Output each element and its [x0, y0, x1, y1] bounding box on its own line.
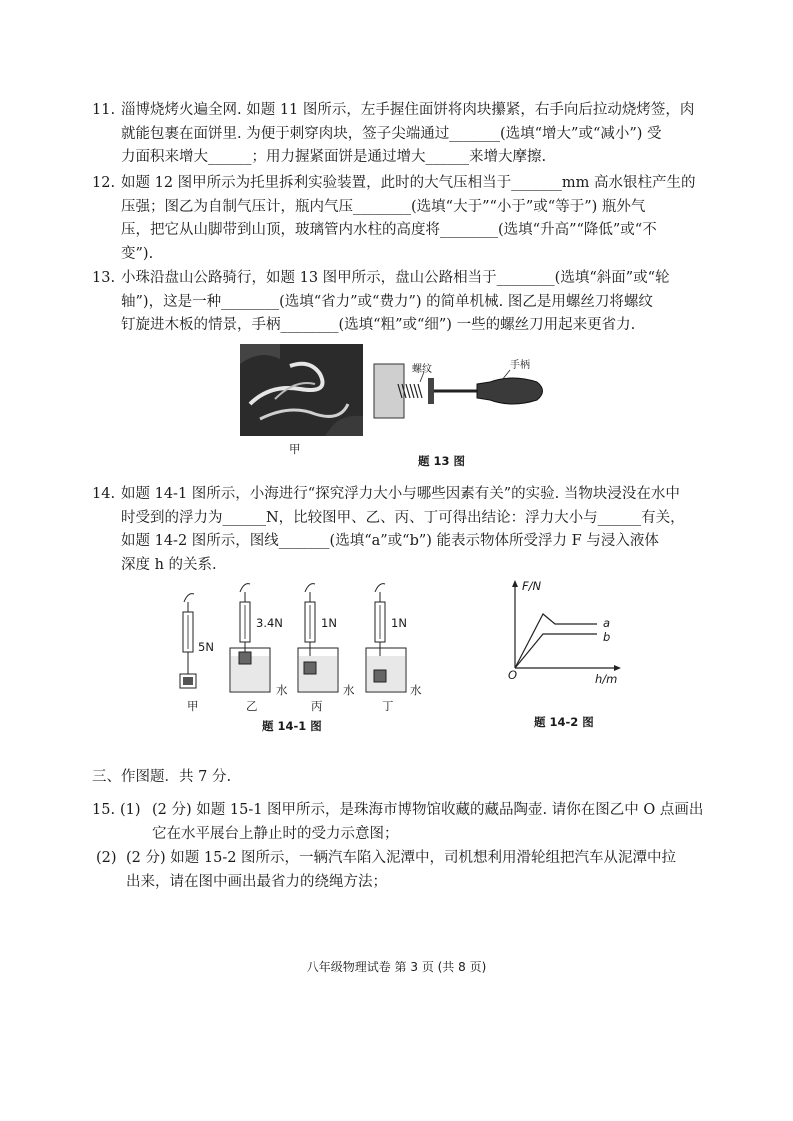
- figure-caption: 题 14-1 图: [262, 719, 322, 733]
- question-11: [92, 99, 704, 170]
- question-number: 15.: [92, 802, 116, 818]
- question-text-line: 如题 14-2 图所示，图线_______(选填“a”或“b”) 能表示物体所受浮力 F 与浸入液体: [121, 533, 659, 549]
- question-text-line: 时受到的浮力为______N，比较图甲、乙、丙、丁可得出结论：浮力大小与______有关，: [121, 509, 685, 526]
- balance-ding: [366, 584, 406, 692]
- question-text-line: 出来，请在图中画出最省力的绕绳方法；: [126, 873, 387, 890]
- reading-yi: 3.4N: [256, 616, 283, 630]
- question-12: [92, 172, 704, 266]
- question-text-line: 淄博烧烤火遍全网. 如题 11 图所示，左手握住面饼将肉块攥紧，右手向后拉动烧烤签，肉: [121, 102, 695, 118]
- question-text-line: 深度 h 的关系.: [121, 556, 217, 573]
- question-15: [92, 799, 704, 846]
- question-text-line: 就能包裹在面饼里. 为便于刺穿肉块，签子尖端通过_______(选填“增大”或“减小”) 受: [121, 125, 662, 142]
- question-text-line: 它在水平展台上静止时的受力示意图；: [152, 825, 399, 842]
- question-text-line: 压强；图乙为自制气压计，瓶内气压________(选填“大于”“小于”或“等于”) 瓶外气: [121, 198, 646, 215]
- question-text-line: (2 分) 如题 15-1 图甲所示，是珠海市博物馆收藏的藏品陶壶. 请你在图乙中 O 点画出: [152, 802, 704, 818]
- question-number: 12.: [92, 175, 116, 191]
- balance-yi: [230, 584, 270, 692]
- question-text-line: 力面积来增大______；用力握紧面饼是通过增大______来增大摩擦.: [121, 149, 547, 165]
- water-label-bing: 水: [343, 683, 355, 697]
- sub-label-jia: 甲: [187, 699, 199, 713]
- sub-label-yi: 乙: [246, 699, 258, 713]
- question-text-line: 钉旋进木板的情景，手柄________(选填“粗”或“细”) 一些的螺丝刀用起来更省力.: [121, 317, 636, 333]
- screwdriver-handle: [477, 378, 543, 404]
- question-13: [92, 267, 704, 338]
- line-a-label: a: [603, 616, 611, 630]
- question-number: 11.: [92, 102, 116, 118]
- label-shoubing: 手柄: [510, 360, 530, 371]
- mountain-road-photo: [240, 344, 363, 436]
- water-label-yi: 水: [276, 683, 288, 697]
- figure-caption: 题 13 图: [418, 454, 466, 468]
- section-heading: 三、作图题．共 7 分.: [92, 769, 232, 785]
- label-luowen: 螺纹: [412, 364, 432, 375]
- part-number: (1): [120, 802, 141, 818]
- screw-head: [428, 378, 434, 404]
- line-a: [515, 614, 597, 668]
- question-text-line: (2 分) 如题 15-2 图所示，一辆汽车陷入泥潭中，司机想利用滑轮组把汽车从泥潭中拉: [126, 850, 677, 866]
- question-text-line: 变”).: [121, 245, 154, 262]
- mountain-road-image: [240, 344, 363, 436]
- balance-jia: [180, 594, 196, 688]
- question-15-part-2: [92, 847, 704, 894]
- figure-label-jia: 甲: [289, 442, 301, 456]
- question-14: [92, 483, 704, 577]
- question-text-line: 轴”)，这是一种________(选填“省力”或“费力”) 的简单机械. 图乙是用螺丝刀将螺纹: [121, 293, 653, 310]
- x-axis-label: h/m: [595, 672, 618, 686]
- question-text-line: 如题 12 图甲所示为托里拆利实验装置，此时的大气压相当于_______mm 高水银柱产生的: [121, 175, 696, 191]
- sub-label-bing: 丙: [311, 699, 323, 713]
- line-b-label: b: [603, 630, 611, 644]
- figure-caption: 题 14-2 图: [534, 715, 594, 729]
- question-text-line: 小珠沿盘山公路骑行，如题 13 图甲所示，盘山公路相当于________(选填“斜面”或“轮: [121, 270, 670, 286]
- part-number: (2): [96, 850, 117, 866]
- question-number: 13.: [92, 270, 116, 286]
- water-label-ding: 水: [410, 683, 422, 697]
- balance-bing: [298, 584, 338, 692]
- reading-ding: 1N: [391, 616, 407, 630]
- page-footer: 八年级物理试卷 第 3 页 (共 8 页): [306, 960, 487, 974]
- question-text-line: 如题 14-1 图所示，小海进行“探究浮力大小与哪些因素有关”的实验. 当物块浸没在水中: [121, 486, 680, 502]
- reading-bing: 1N: [321, 616, 337, 630]
- line-b: [515, 634, 597, 668]
- reading-jia: 5N: [198, 640, 214, 654]
- y-axis-label: F/N: [522, 579, 542, 593]
- origin-label: O: [508, 668, 518, 682]
- sub-label-ding: 丁: [382, 699, 394, 713]
- question-number: 14.: [92, 486, 116, 502]
- question-text-line: 压，把它从山脚带到山顶，玻璃管内水柱的高度将________(选填“升高”“降低”或“不: [121, 222, 657, 238]
